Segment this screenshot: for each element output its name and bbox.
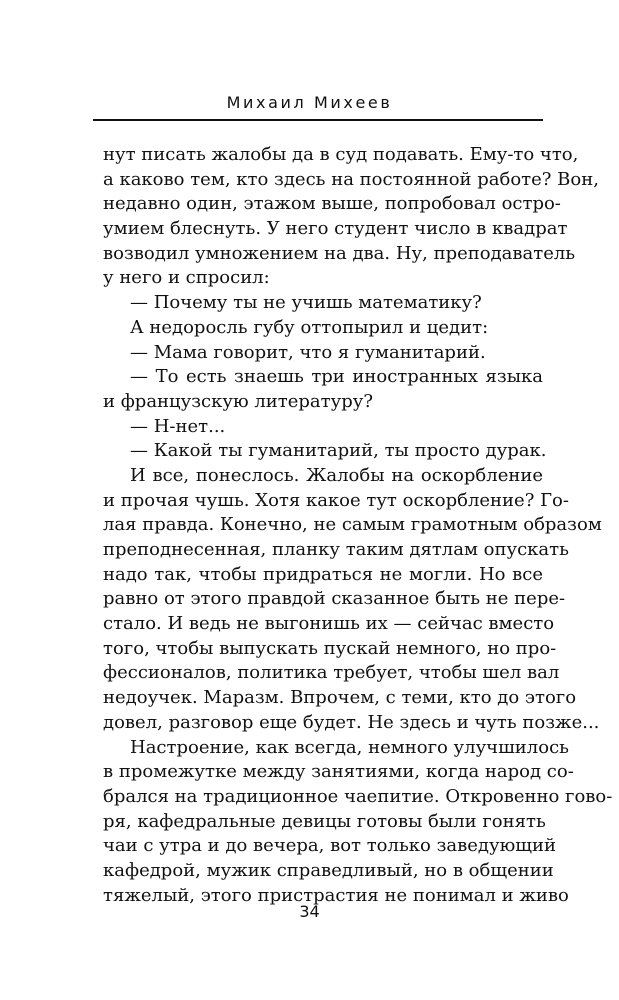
text-line: — Н-нет... <box>130 415 226 437</box>
text-line: тяжелый, этого пристрастия не понимал и живо <box>103 884 569 906</box>
text-line: недавно один, этажом выше, попробовал остро- <box>103 193 561 215</box>
text-line: А недоросль губу оттопырил и цедит: <box>130 316 489 338</box>
text-line: стало. И ведь не выгонишь их — сейчас вместо <box>103 613 555 635</box>
text-line: брался на традиционное чаепитие. Откровенно гово- <box>103 785 613 807</box>
text-line: — То есть знаешь три иностранных языка <box>130 366 543 388</box>
text-line: недоучек. Маразм. Впрочем, с теми, кто до этого <box>103 687 577 709</box>
text-line: у него и спросил: <box>103 267 270 289</box>
text-line: и прочая чушь. Хотя какое тут оскорбление? Го- <box>103 489 569 511</box>
text-line: чаи с утра и до вечера, вот только заведующий <box>103 835 556 857</box>
text-line: надо так, чтобы придраться не могли. Но все <box>103 563 543 585</box>
text-line: кафедрой, мужик справедливый, но в общении <box>103 859 554 881</box>
text-line: — Почему ты не учишь математику? <box>130 292 482 314</box>
text-line: — Какой ты гуманитарий, ты просто дурак. <box>130 440 547 462</box>
text-line: — Мама говорит, что я гуманитарий. <box>130 341 486 363</box>
text-line: равно от этого правдой сказанное быть не пере- <box>103 588 566 610</box>
text-line: в промежутке между занятиями, когда народ со- <box>103 761 574 783</box>
text-line: довел, разговор еще будет. Не здесь и чуть позже... <box>103 711 600 733</box>
running-head-author: Михаил Михеев <box>226 93 393 112</box>
text-line: И все, понеслось. Жалобы на оскорбление <box>130 464 543 486</box>
text-line: фессионалов, политика требует, чтобы шел вал <box>103 662 560 684</box>
text-line: ря, кафедральные девицы готовы были гонять <box>103 810 546 832</box>
text-line: нут писать жалобы да в суд подавать. Ему-то что, <box>103 144 579 165</box>
text-line: Настроение, как всегда, немного улучшилось <box>130 736 569 758</box>
text-line: умием блеснуть. У него студент число в квадрат <box>103 218 568 240</box>
header-rule <box>93 119 543 121</box>
text-line: того, чтобы выпускать пускай немного, но про- <box>103 637 557 659</box>
text-line: и французскую литературу? <box>103 390 373 412</box>
text-line: лая правда. Конечно, не самым грамотным образом <box>103 514 602 536</box>
text-line: преподнесенная, планку таким дятлам опускать <box>103 539 569 560</box>
text-line: возводил умножением на два. Ну, преподаватель <box>103 242 576 264</box>
body-text <box>103 143 613 908</box>
text-line: а каково тем, кто здесь на постоянной работе? Вон, <box>103 168 599 190</box>
page-number: 34 <box>299 902 320 921</box>
